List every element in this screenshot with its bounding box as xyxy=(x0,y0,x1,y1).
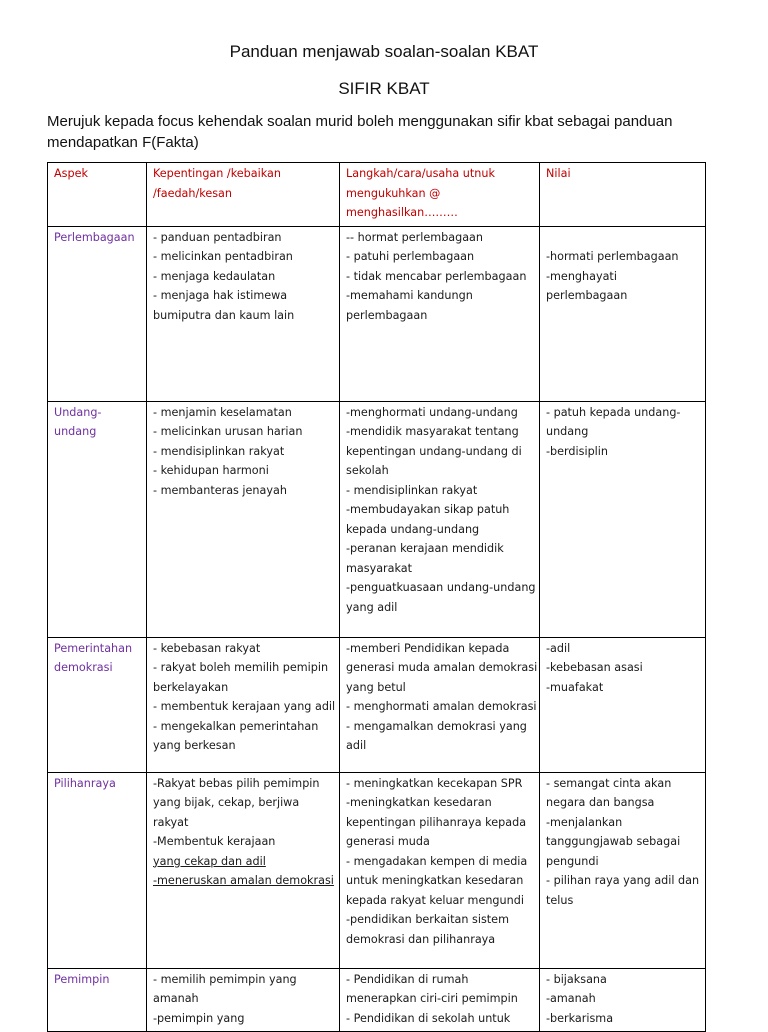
table-row xyxy=(48,772,706,968)
nilai-cell: -adil -kebebasan asasi -muafakat xyxy=(540,637,706,772)
langkah-cell: - Pendidikan di rumah menerapkan ciri-ciri pemimpin - Pendidikan di sekolah untuk xyxy=(340,968,540,1032)
page-subtitle: SIFIR KBAT xyxy=(338,79,430,98)
header-langkah: Langkah/cara/usaha utnuk mengukuhkan @ menghasilkan……… xyxy=(340,163,540,227)
table-row xyxy=(48,637,706,772)
header-kepentingan: Kepentingan /kebaikan /faedah/kesan xyxy=(147,163,340,227)
aspek-cell: Pemimpin xyxy=(48,968,147,1032)
kepentingan-cell: - kebebasan rakyat - rakyat boleh memilih pemipin berkelayakan - membentuk kerajaan yang adil - mengekalkan pemerintahan yang berkesan xyxy=(147,637,340,772)
kepentingan-cell: - memilih pemimpin yang amanah -pemimpin yang xyxy=(147,968,340,1032)
aspek-cell: Pemerintahan demokrasi xyxy=(48,637,147,772)
aspek-cell: Undang- undang xyxy=(48,401,147,637)
aspek-cell: Pilihanraya xyxy=(48,772,147,968)
page-title: Panduan menjawab soalan-soalan KBAT xyxy=(229,42,539,61)
table-row xyxy=(48,226,706,401)
nilai-cell: -hormati perlembagaan -menghayati perlembagaan xyxy=(540,226,706,401)
nilai-cell: - patuh kepada undang- undang -berdisiplin xyxy=(540,401,706,637)
langkah-cell: -menghormati undang-undang -mendidik masyarakat tentang kepentingan undang-undang di sekolah - mendisiplinkan rakyat -membudayakan sikap patuh kepada undang-undang -peranan kerajaan mendidik masyarakat -penguatkuasaan undang-undang yang adil xyxy=(340,401,540,637)
table-header-row xyxy=(48,163,706,227)
intro-line: mendapatkan F(Fakta) xyxy=(47,134,199,151)
header-aspek: Aspek xyxy=(48,163,147,227)
aspek-cell: Perlembagaan xyxy=(48,226,147,401)
table-row xyxy=(48,968,706,1032)
table-row xyxy=(48,401,706,637)
nilai-cell: - bijaksana -amanah -berkarisma xyxy=(540,968,706,1032)
intro-paragraph xyxy=(47,111,727,153)
langkah-cell: -memberi Pendidikan kepada generasi muda amalan demokrasi yang betul - menghormati amalan demokrasi - mengamalkan demokrasi yang adil xyxy=(340,637,540,772)
langkah-cell: -- hormat perlembagaan - patuhi perlembagaan - tidak mencabar perlembagaan -memahami kandungn perlembagaan xyxy=(340,226,540,401)
kepentingan-cell: -Rakyat bebas pilih pemimpin yang bijak, cekap, berjiwa rakyat -Membentuk kerajaan yang cekap dan adil -meneruskan amalan demokrasi xyxy=(147,772,340,968)
intro-line: Merujuk kepada focus kehendak soalan murid boleh menggunakan sifir kbat sebagai panduan xyxy=(47,113,673,130)
kepentingan-cell: - panduan pentadbiran - melicinkan pentadbiran - menjaga kedaulatan - menjaga hak istimewa bumiputra dan kaum lain xyxy=(147,226,340,401)
kbat-table xyxy=(47,162,706,1032)
nilai-cell: - semangat cinta akan negara dan bangsa -menjalankan tanggungjawab sebagai pengundi - pilihan raya yang adil dan telus xyxy=(540,772,706,968)
langkah-cell: - meningkatkan kecekapan SPR -meningkatkan kesedaran kepentingan pilihanraya kepada generasi muda - mengadakan kempen di media untuk meningkatkan kesedaran kepada rakyat keluar mengundi -pendidikan berkaitan sistem demokrasi dan pilihanraya xyxy=(340,772,540,968)
header-nilai: Nilai xyxy=(540,163,706,227)
kepentingan-cell: - menjamin keselamatan - melicinkan urusan harian - mendisiplinkan rakyat - kehidupan harmoni - membanteras jenayah xyxy=(147,401,340,637)
